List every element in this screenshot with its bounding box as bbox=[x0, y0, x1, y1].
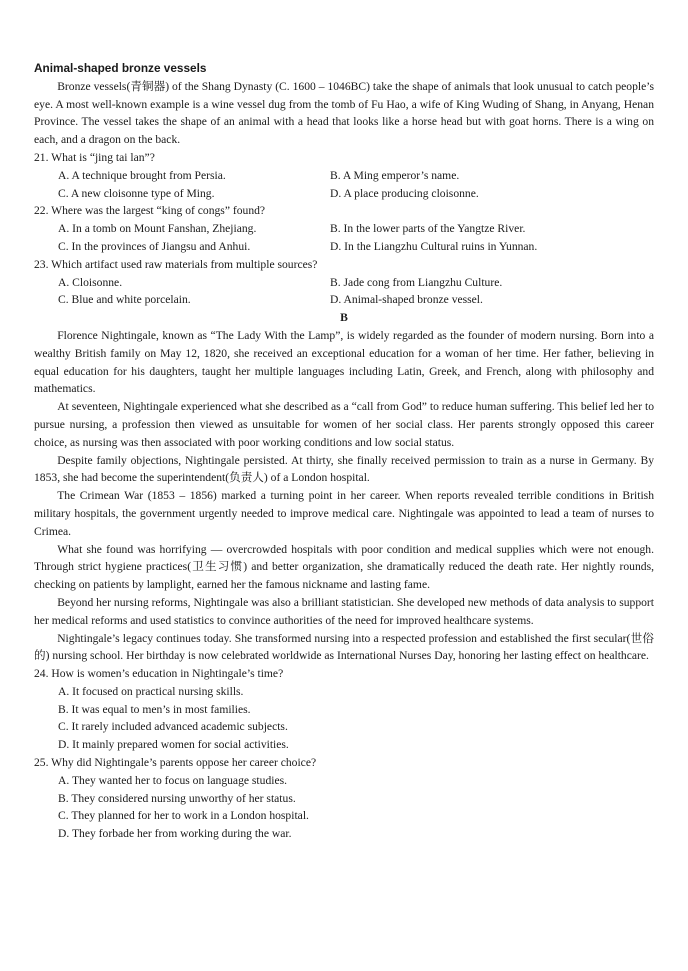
question-stem: 22. Where was the largest “king of congs” found? bbox=[34, 204, 266, 218]
question-21 bbox=[34, 149, 654, 202]
passage-paragraph: Bronze vessels(青铜器) of the Shang Dynasty (C. 1600 – 1046BC) take the shape of animals that look unusual to catch people’s eye. A most well-known example is a wine vessel dug from the tomb of Fu Hao, a wife of King Wuding of Shang, in Anyang, Henan Province. The vessel takes the shape of an animal with a head that looks like a horse head but with goat horns. There is a wing on each, and a dragon on the back. bbox=[34, 79, 654, 147]
passage-title: Animal-shaped bronze vessels bbox=[34, 61, 207, 75]
passage-paragraph: At seventeen, Nightingale experienced what she described as a “call from God” to reduce human suffering. This belief led her to pursue nursing, a profession then viewed as unsuitable for women of her social class. Her parents strongly opposed this career choice, as nursing was then associated with poor working conditions and low social status. bbox=[34, 400, 654, 449]
passage-paragraph: Nightingale’s legacy continues today. She transformed nursing into a respected profession and established the first secular(世俗的) nursing school. Her birthday is now celebrated worldwide as International Nurses Day, honoring her lasting effect on healthcare. bbox=[34, 631, 654, 663]
option-d: D. Animal-shaped bronze vessel. bbox=[330, 293, 483, 307]
option-b: B. Jade cong from Liangzhu Culture. bbox=[330, 275, 503, 289]
passage-paragraph: Despite family objections, Nightingale persisted. At thirty, she finally received permission to train as a nurse in Germany. By 1853, she had become the superintendent(负责人) of a London hospital. bbox=[34, 453, 654, 485]
question-23 bbox=[34, 256, 654, 309]
option-list bbox=[34, 772, 654, 843]
option-list bbox=[34, 220, 654, 256]
question-stem: 25. Why did Nightingale’s parents oppose her career choice? bbox=[34, 756, 317, 770]
question-24 bbox=[34, 665, 654, 754]
option-b: B. A Ming emperor’s name. bbox=[330, 168, 460, 182]
section-label: B bbox=[340, 311, 348, 325]
option-b: B. They considered nursing unworthy of her status. bbox=[58, 791, 296, 805]
option-a: A. A technique brought from Persia. bbox=[58, 168, 226, 182]
option-d: D. They forbade her from working during the war. bbox=[58, 827, 292, 841]
option-b: B. It was equal to men’s in most families. bbox=[58, 702, 251, 716]
option-b: B. In the lower parts of the Yangtze River. bbox=[330, 222, 526, 236]
option-d: D. It mainly prepared women for social activities. bbox=[58, 738, 289, 752]
option-a: A. Cloisonne. bbox=[58, 275, 123, 289]
passage-paragraph: What she found was horrifying — overcrowded hospitals with poor condition and medical supplies which were not enough. Through strict hygiene practices(卫生习惯) and better organization, she dramatically reduced the death rate. Her nightly rounds, checking on patients by lamplight, earned her the famous nickname and lasting fame. bbox=[34, 542, 654, 592]
question-22 bbox=[34, 202, 654, 255]
question-25 bbox=[34, 754, 654, 843]
exam-page bbox=[34, 60, 654, 843]
passage-paragraph: Florence Nightingale, known as “The Lady With the Lamp”, is widely regarded as the founder of modern nursing. Born into a wealthy British family on May 12, 1820, she received an exceptional education for a woman of her time. Her father, believing in equal education for his daughters, taught her multiple languages including Latin, Greek, and French, along with philosophy and mathematics. bbox=[34, 328, 654, 396]
option-a: A. It focused on practical nursing skills. bbox=[58, 684, 244, 698]
option-c: C. In the provinces of Jiangsu and Anhui. bbox=[58, 239, 251, 253]
option-list bbox=[34, 167, 654, 203]
option-d: D. A place producing cloisonne. bbox=[330, 186, 479, 200]
option-list bbox=[34, 274, 654, 310]
question-stem: 23. Which artifact used raw materials from multiple sources? bbox=[34, 257, 318, 271]
question-stem: 24. How is women’s education in Nightingale’s time? bbox=[34, 667, 284, 681]
option-a: A. In a tomb on Mount Fanshan, Zhejiang. bbox=[58, 222, 257, 236]
passage-paragraph: Beyond her nursing reforms, Nightingale was also a brilliant statistician. She developed new methods of data analysis to support her medical reforms and used statistics to convince authorities of the need for improved healthcare systems. bbox=[34, 595, 654, 627]
option-c: C. A new cloisonne type of Ming. bbox=[58, 186, 215, 200]
option-a: A. They wanted her to focus on language studies. bbox=[58, 773, 288, 787]
option-list bbox=[34, 683, 654, 754]
question-stem: 21. What is “jing tai lan”? bbox=[34, 150, 155, 164]
option-c: C. They planned for her to work in a London hospital. bbox=[58, 809, 309, 823]
option-c: C. It rarely included advanced academic subjects. bbox=[58, 720, 288, 734]
option-c: C. Blue and white porcelain. bbox=[58, 293, 191, 307]
option-d: D. In the Liangzhu Cultural ruins in Yunnan. bbox=[330, 239, 538, 253]
passage-paragraph: The Crimean War (1853 – 1856) marked a turning point in her career. When reports revealed terrible conditions in British military hospitals, the government urgently needed to improve medical care. Nightingale was appointed to lead a team of nurses to Crimea. bbox=[34, 489, 654, 538]
